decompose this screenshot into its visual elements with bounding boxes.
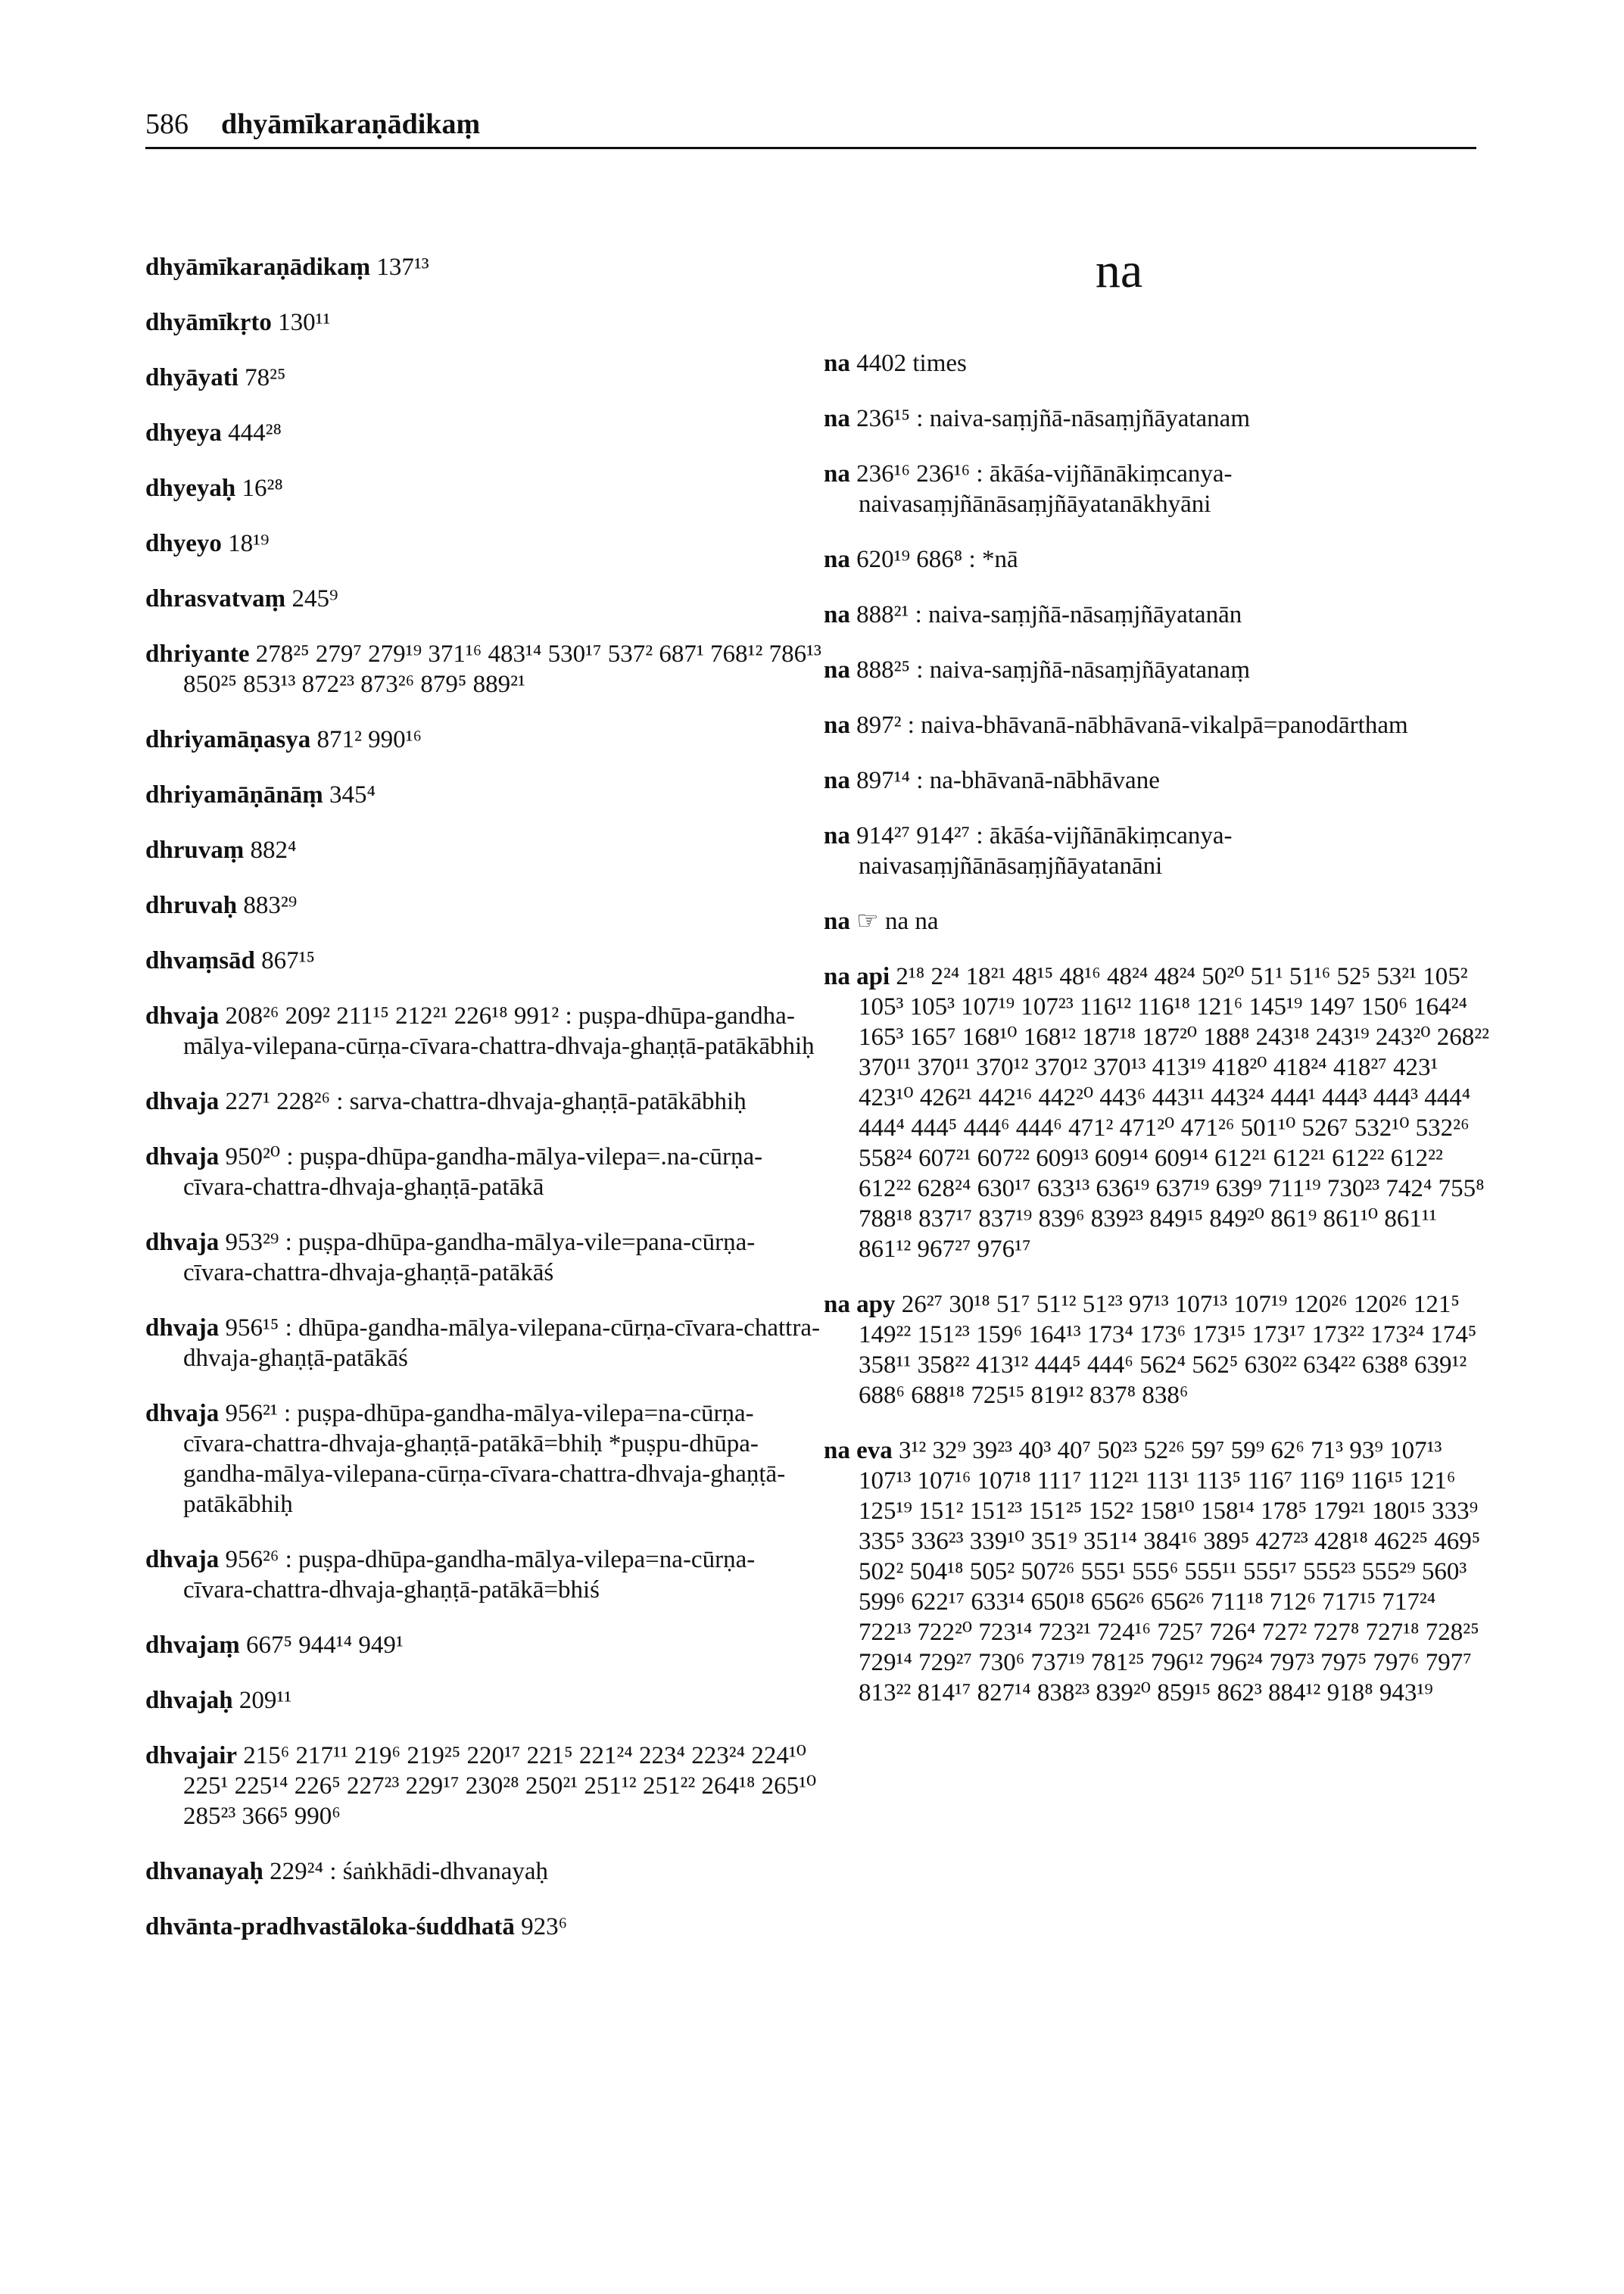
index-entry	[145, 639, 823, 700]
entry-gloss: puṣpa-dhūpa-gandha-mālya-vile=pana-cūrṇa-cīvara-chattra-dhvaja-ghaṇṭā-patākāś	[183, 1229, 756, 1286]
entry-headword: dhyāyati	[145, 364, 238, 391]
entry-headword: na	[824, 656, 850, 684]
entry-headword: na	[824, 908, 850, 935]
index-entry	[824, 348, 1490, 379]
entry-headword: dhvajaḥ	[145, 1687, 233, 1714]
index-entry	[145, 1001, 823, 1061]
index-entry	[824, 821, 1490, 881]
entry-references: 227¹ 228²⁶ :	[225, 1088, 344, 1115]
entry-headword: dhyeyo	[145, 530, 222, 557]
entry-references: 888²⁵ :	[856, 656, 924, 684]
index-entry	[824, 710, 1490, 740]
entry-headword: dhyeyaḥ	[145, 475, 236, 502]
right-entries	[824, 348, 1490, 1708]
entry-headword: na	[824, 350, 850, 377]
entry-headword: dhrasvatvaṃ	[145, 585, 286, 612]
index-entry	[145, 1313, 823, 1373]
entry-gloss: puṣpa-dhūpa-gandha-mālya-vilepa=na-cūrṇa-cīvara-chattra-dhvaja-ghaṇṭā-patākā=bhiḥ *puṣpu-dhūpa-gandha-mālya-vilepana-cūrṇa-cīvara-chattra-dhvaja-ghaṇṭā-patākābhiḥ	[183, 1400, 786, 1518]
entry-headword: dhyāmīkṛto	[145, 309, 272, 336]
index-entry	[145, 1227, 823, 1288]
entry-gloss: naiva-saṃjñā-nāsaṃjñāyatanam	[929, 405, 1250, 432]
index-entry	[145, 307, 823, 338]
entry-references: 882⁴	[250, 837, 297, 864]
entry-references: 956²⁶ :	[225, 1546, 292, 1573]
entry-references: 871² 990¹⁶	[316, 726, 422, 753]
entry-references: 897² :	[856, 712, 915, 739]
entry-references: 236¹⁵ :	[856, 405, 924, 432]
entry-references: 444²⁸	[228, 419, 282, 447]
entry-references: 229²⁴ :	[270, 1858, 337, 1885]
section-heading: na	[1095, 243, 1143, 298]
entry-references: 245⁹	[291, 585, 338, 612]
entry-headword: na api	[824, 963, 890, 990]
index-entry	[824, 906, 1490, 937]
entry-references: 209¹¹	[238, 1687, 292, 1714]
entry-headword: dhvajair	[145, 1742, 238, 1769]
entry-references: 897¹⁴ :	[856, 767, 924, 794]
entry-gloss: naiva-saṃjñā-nāsaṃjñāyatanaṃ	[929, 656, 1250, 684]
entry-references: 883²⁹	[243, 892, 298, 919]
entry-gloss: puṣpa-dhūpa-gandha-mālya-vilepa=na-cūrṇa-cīvara-chattra-dhvaja-ghaṇṭā-patākā=bhiś	[183, 1546, 756, 1604]
entry-headword: dhvaja	[145, 1400, 220, 1427]
entry-headword: dhruvaḥ	[145, 892, 238, 919]
entry-headword: dhvaṃsād	[145, 947, 255, 974]
index-entry	[145, 1630, 823, 1660]
entry-gloss: na-bhāvanā-nābhāvane	[929, 767, 1160, 794]
entry-gloss: naiva-saṃjñā-nāsaṃjñāyatanān	[928, 601, 1242, 628]
entry-headword: dhriyamāṇasya	[145, 726, 311, 753]
page-header	[145, 108, 1476, 149]
entry-headword: na	[824, 822, 850, 849]
index-entry	[145, 1086, 823, 1117]
running-head: dhyāmīkaraṇādikaṃ	[221, 108, 481, 140]
entry-gloss: dhūpa-gandha-mālya-vilepana-cūrṇa-cīvara-chattra-dhvaja-ghaṇṭā-patākāś	[183, 1314, 820, 1372]
entry-references: 956²¹ :	[225, 1400, 291, 1427]
entry-references: 278²⁵ 279⁷ 279¹⁹ 371¹⁶ 483¹⁴ 530¹⁷ 537² 687¹ 768¹² 786¹³ 850²⁵ 853¹³ 872²³ 873²⁶ 879⁵ 889²¹	[183, 641, 821, 698]
index-entry	[145, 473, 823, 503]
entry-references: 950²⁰ :	[225, 1143, 294, 1170]
entry-headword: dhvaja	[145, 1546, 220, 1573]
index-entry	[824, 1289, 1490, 1410]
index-entry	[824, 655, 1490, 685]
entry-headword: dhvajaṃ	[145, 1632, 240, 1659]
left-column	[145, 227, 823, 1965]
entry-references: 208²⁶ 209² 211¹⁵ 212²¹ 226¹⁸ 991² :	[225, 1002, 572, 1030]
entry-gloss: *nā	[981, 546, 1018, 573]
index-entry	[145, 1685, 823, 1716]
index-entry	[145, 1398, 823, 1519]
entry-headword: dhriyamāṇānāṃ	[145, 781, 323, 809]
entry-references: 236¹⁶ 236¹⁶ :	[856, 460, 983, 488]
entry-references: 215⁶ 217¹¹ 219⁶ 219²⁵ 220¹⁷ 221⁵ 221²⁴ 223⁴ 223²⁴ 224¹⁰ 225¹ 225¹⁴ 226⁵ 227²³ 229¹⁷ 230²⁸ 250²¹ 251¹² 251²² 264¹⁸ 265¹⁰ 285²³ 366⁵ 990⁶	[183, 1742, 817, 1830]
index-entry	[145, 1544, 823, 1605]
index-entry	[145, 890, 823, 921]
entry-references: 4402 times	[856, 350, 967, 377]
index-entry	[145, 584, 823, 614]
index-entry	[145, 725, 823, 755]
index-entry	[824, 459, 1490, 519]
entry-headword: dhruvaṃ	[145, 837, 245, 864]
index-entry	[145, 1912, 823, 1942]
index-entry	[145, 835, 823, 865]
index-entry	[145, 1142, 823, 1202]
index-entry	[145, 363, 823, 393]
entry-headword: na	[824, 601, 850, 628]
index-entry	[145, 252, 823, 282]
entry-references: 78²⁵	[245, 364, 286, 391]
entry-references: 867¹⁵	[261, 947, 316, 974]
index-entry	[824, 600, 1490, 630]
page-number: 586	[145, 108, 189, 140]
entry-references: 137¹³	[376, 254, 429, 281]
index-entry	[824, 765, 1490, 796]
right-column	[824, 227, 1490, 1729]
entry-references: 953²⁹ :	[225, 1229, 292, 1256]
entry-gloss: ākāśa-vijñānākiṃcanya-naivasaṃjñānāsaṃjñāyatanāni	[859, 822, 1233, 880]
entry-gloss: naiva-bhāvanā-nābhāvanā-vikalpā=panodārtham	[921, 712, 1408, 739]
entry-references: 345⁴	[329, 781, 376, 809]
entry-headword: dhvaja	[145, 1229, 220, 1256]
index-entry	[145, 780, 823, 810]
entry-references: 620¹⁹ 686⁸ :	[856, 546, 976, 573]
index-entry	[145, 1856, 823, 1887]
entry-headword: dhvaja	[145, 1143, 220, 1170]
entry-gloss: puṣpa-dhūpa-gandha-mālya-vilepa=.na-cūrṇa-cīvara-chattra-dhvaja-ghaṇṭā-patākā	[183, 1143, 763, 1201]
index-entry	[145, 946, 823, 976]
entry-references: 888²¹ :	[856, 601, 922, 628]
index-entry	[824, 1435, 1490, 1708]
entry-references: 2¹⁸ 2²⁴ 18²¹ 48¹⁵ 48¹⁶ 48²⁴ 48²⁴ 50²⁰ 51¹ 51¹⁶ 52⁵ 53²¹ 105² 105³ 105³ 107¹⁹ 107²³ 116¹² 116¹⁸ 121⁶ 145¹⁹ 149⁷ 150⁶ 164²⁴ 165³ 165⁷ 168¹⁰ 168¹² 187¹⁸ 187²⁰ 188⁸ 243¹⁸ 243¹⁹ 243²⁰ 268²² 370¹¹ 370¹¹ 370¹² 370¹² 370¹³ 413¹⁹ 418²⁰ 418²⁴ 418²⁷ 423¹ 423¹⁰ 426²¹ 442¹⁶ 442²⁰ 443⁶ 443¹¹ 443²⁴ 444¹ 444³ 444³ 444⁴ 444⁴ 444⁵ 444⁶ 444⁶ 471² 471²⁰ 471²⁶ 501¹⁰ 526⁷ 532¹⁰ 532²⁶ 558²⁴ 607²¹ 607²² 609¹³ 609¹⁴ 609¹⁴ 612²¹ 612²¹ 612²² 612²² 612²² 628²⁴ 630¹⁷ 633¹³ 636¹⁹ 637¹⁹ 639⁹ 711¹⁹ 730²³ 742⁴ 755⁸ 788¹⁸ 837¹⁷ 837¹⁹ 839⁶ 839²³ 849¹⁵ 849²⁰ 861⁹ 861¹⁰ 861¹¹ 861¹² 967²⁷ 976¹⁷	[859, 963, 1490, 1263]
entry-headword: dhvaja	[145, 1088, 220, 1115]
entry-headword: dhvaja	[145, 1314, 220, 1342]
entry-headword: dhvanayaḥ	[145, 1858, 263, 1885]
entry-references: 914²⁷ 914²⁷ :	[856, 822, 983, 849]
entry-references: 18¹⁹	[228, 530, 270, 557]
entry-headword: na	[824, 712, 850, 739]
entry-headword: na eva	[824, 1437, 893, 1464]
index-entry	[824, 962, 1490, 1264]
entry-headword: dhyāmīkaraṇādikaṃ	[145, 254, 371, 281]
entry-gloss: sarva-chattra-dhvaja-ghaṇṭā-patākābhiḥ	[349, 1088, 747, 1115]
entry-references: 16²⁸	[242, 475, 283, 502]
entry-headword: dhriyante	[145, 641, 250, 668]
entry-references: ☞ na na	[856, 908, 939, 935]
entry-references: 3¹² 32⁹ 39²³ 40³ 40⁷ 50²³ 52²⁶ 59⁷ 59⁹ 62⁶ 71³ 93⁹ 107¹³ 107¹³ 107¹⁶ 107¹⁸ 111⁷ 112²¹ 113¹ 113⁵ 116⁷ 116⁹ 116¹⁵ 121⁶ 125¹⁹ 151² 151²³ 151²⁵ 152² 158¹⁰ 158¹⁴ 178⁵ 179²¹ 180¹⁵ 333⁹ 335⁵ 336²³ 339¹⁰ 351⁹ 351¹⁴ 384¹⁶ 389⁵ 427²³ 428¹⁸ 462²⁵ 469⁵ 502² 504¹⁸ 505² 507²⁶ 555¹ 555⁶ 555¹¹ 555¹⁷ 555²³ 555²⁹ 560³ 599⁶ 622¹⁷ 633¹⁴ 650¹⁸ 656²⁶ 656²⁶ 711¹⁸ 712⁶ 717¹⁵ 717²⁴ 722¹³ 722²⁰ 723¹⁴ 723²¹ 724¹⁶ 725⁷ 726⁴ 727² 727⁸ 727¹⁸ 728²⁵ 729¹⁴ 729²⁷ 730⁶ 737¹⁹ 781²⁵ 796¹² 796²⁴ 797³ 797⁵ 797⁶ 797⁷ 813²² 814¹⁷ 827¹⁴ 838²³ 839²⁰ 859¹⁵ 862³ 884¹² 918⁸ 943¹⁹	[859, 1437, 1481, 1706]
entry-headword: dhvānta-pradhvastāloka-śuddhatā	[145, 1913, 515, 1940]
entry-references: 956¹⁵ :	[225, 1314, 292, 1342]
entry-headword: na	[824, 767, 850, 794]
entry-gloss: ākāśa-vijñānākiṃcanya-naivasaṃjñānāsaṃjñāyatanākhyāni	[859, 460, 1233, 518]
entry-headword: na	[824, 460, 850, 488]
entry-references: 667⁵ 944¹⁴ 949¹	[245, 1632, 404, 1659]
entry-gloss: puṣpa-dhūpa-gandha-mālya-vilepana-cūrṇa-cīvara-chattra-dhvaja-ghaṇṭā-patākābhiḥ	[183, 1002, 815, 1060]
entry-headword: na	[824, 546, 850, 573]
index-entry	[145, 1741, 823, 1831]
entry-references: 130¹¹	[278, 309, 331, 336]
index-entry	[145, 418, 823, 448]
entry-headword: na apy	[824, 1291, 896, 1318]
index-entry	[824, 404, 1490, 434]
entry-references: 26²⁷ 30¹⁸ 51⁷ 51¹² 51²³ 97¹³ 107¹³ 107¹⁹ 120²⁶ 120²⁶ 121⁵ 149²² 151²³ 159⁶ 164¹³ 173⁴ 173⁶ 173¹⁵ 173¹⁷ 173²² 173²⁴ 174⁵ 358¹¹ 358²² 413¹² 444⁵ 444⁶ 562⁴ 562⁵ 630²² 634²² 638⁸ 639¹² 688⁶ 688¹⁸ 725¹⁵ 819¹² 837⁸ 838⁶	[859, 1291, 1477, 1409]
entry-headword: dhyeya	[145, 419, 222, 447]
entry-headword: dhvaja	[145, 1002, 220, 1030]
entry-references: 923⁶	[521, 1913, 568, 1940]
index-entry	[145, 528, 823, 559]
index-entry	[824, 544, 1490, 575]
entry-gloss: śaṅkhādi-dhvanayaḥ	[342, 1858, 548, 1885]
entry-headword: na	[824, 405, 850, 432]
